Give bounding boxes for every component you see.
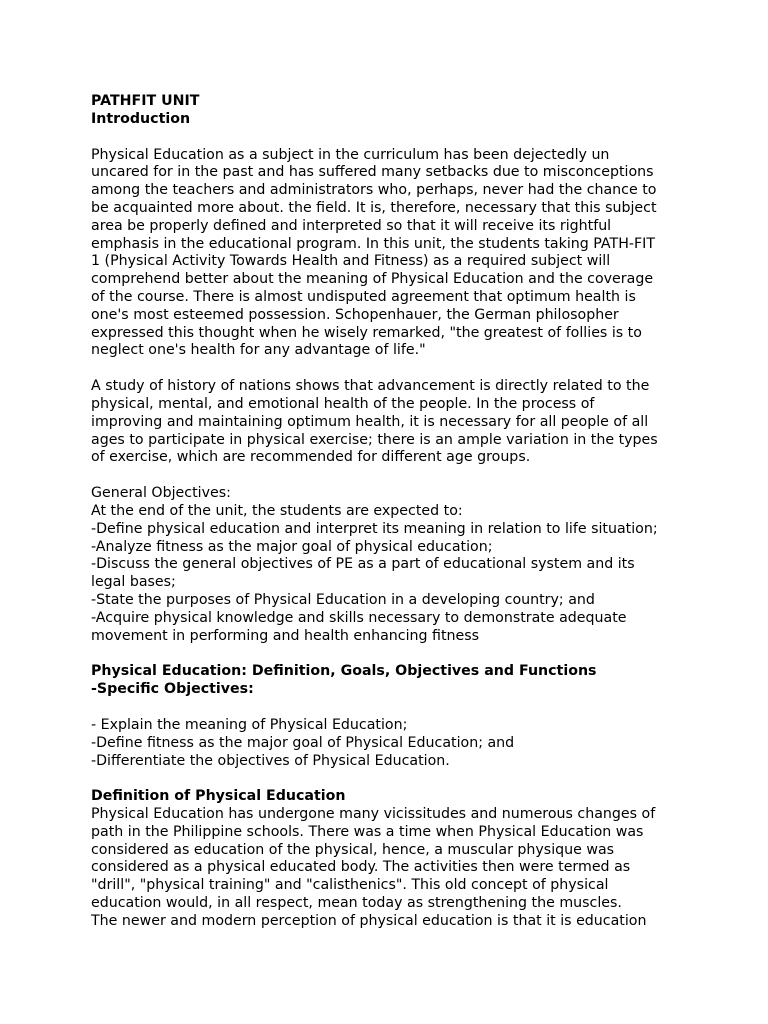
document-page — [91, 93, 681, 931]
text-line: area be properly defined and interpreted so that it will receive its rightful — [91, 217, 612, 234]
list-item: -Analyze fitness as the major goal of physical education; — [91, 538, 493, 555]
text-line: considered as a physical educated body. The activities then were termed as — [91, 859, 631, 876]
list-item: - Explain the meaning of Physical Education; — [91, 716, 408, 733]
text-line: of the course. There is almost undisputed agreement that optimum health is — [91, 288, 636, 305]
text-line: one's most esteemed possession. Schopenhauer, the German philosopher — [91, 306, 619, 323]
list-item: -Differentiate the objectives of Physical Education. — [91, 752, 450, 769]
list-item: -Define fitness as the major goal of Physical Education; and — [91, 734, 515, 751]
text-line: considered as education of the physical, hence, a muscular physique was — [91, 841, 615, 858]
text-line: emphasis in the educational program. In this unit, the students taking PATH-FIT — [91, 235, 655, 252]
text-line: improving and maintaining optimum health, it is necessary for all people of all — [91, 413, 649, 430]
document-title: PATHFIT UNIT — [91, 93, 200, 109]
text-line: neglect one's health for any advantage of life." — [91, 342, 426, 359]
text-line: among the teachers and administrators who, perhaps, never had the chance to — [91, 182, 657, 199]
text-line: Physical Education has undergone many vicissitudes and numerous changes of — [91, 806, 656, 823]
intro-paragraph — [91, 147, 681, 361]
text-line: A study of history of nations shows that advancement is directly related to the — [91, 378, 650, 395]
list-item: movement in performing and health enhancing fitness — [91, 627, 480, 644]
text-line: of exercise, which are recommended for different age groups. — [91, 449, 531, 466]
section-heading-subtitle: -Specific Objectives: — [91, 681, 254, 698]
text-line: At the end of the unit, the students are expected to: — [91, 502, 463, 519]
text-line: uncared for in the past and has suffered many setbacks due to misconceptions — [91, 164, 654, 181]
section-heading-title: Physical Education: Definition, Goals, Objectives and Functions — [91, 663, 597, 680]
list-item: -Discuss the general objectives of PE as a part of educational system and its — [91, 556, 635, 573]
text-line: path in the Philippine schools. There was a time when Physical Education was — [91, 823, 644, 840]
text-line: physical, mental, and emotional health of the people. In the process of — [91, 395, 595, 412]
definition-heading: Definition of Physical Education — [91, 788, 346, 805]
specific-objectives — [91, 717, 681, 770]
text-line: be acquainted more about. the field. It is, therefore, necessary that this subject — [91, 199, 657, 216]
list-item: legal bases; — [91, 574, 176, 591]
list-item: -Acquire physical knowledge and skills necessary to demonstrate adequate — [91, 609, 627, 626]
definition-section — [91, 788, 681, 930]
text-line: education would, in all respect, mean today as strengthening the muscles. — [91, 895, 622, 912]
section-heading — [91, 663, 681, 699]
text-line: The newer and modern perception of physical education is that it is education — [91, 912, 647, 929]
document-heading — [91, 93, 681, 129]
document-subtitle: Introduction — [91, 110, 191, 127]
list-item: -State the purposes of Physical Education in a developing country; and — [91, 591, 595, 608]
text-line: 1 (Physical Activity Towards Health and Fitness) as a required subject will — [91, 253, 611, 270]
history-paragraph — [91, 378, 681, 467]
general-objectives — [91, 485, 681, 645]
text-line: Physical Education as a subject in the curriculum has been dejectedly un — [91, 146, 610, 163]
text-line: comprehend better about the meaning of Physical Education and the coverage — [91, 271, 654, 288]
text-line: expressed this thought when he wisely remarked, "the greatest of follies is to — [91, 324, 642, 341]
list-item: -Define physical education and interpret its meaning in relation to life situation; — [91, 520, 658, 537]
text-line: "drill", "physical training" and "calisthenics". This old concept of physical — [91, 877, 609, 894]
text-line: ages to participate in physical exercise; there is an ample variation in the types — [91, 431, 658, 448]
text-line: General Objectives: — [91, 485, 231, 502]
